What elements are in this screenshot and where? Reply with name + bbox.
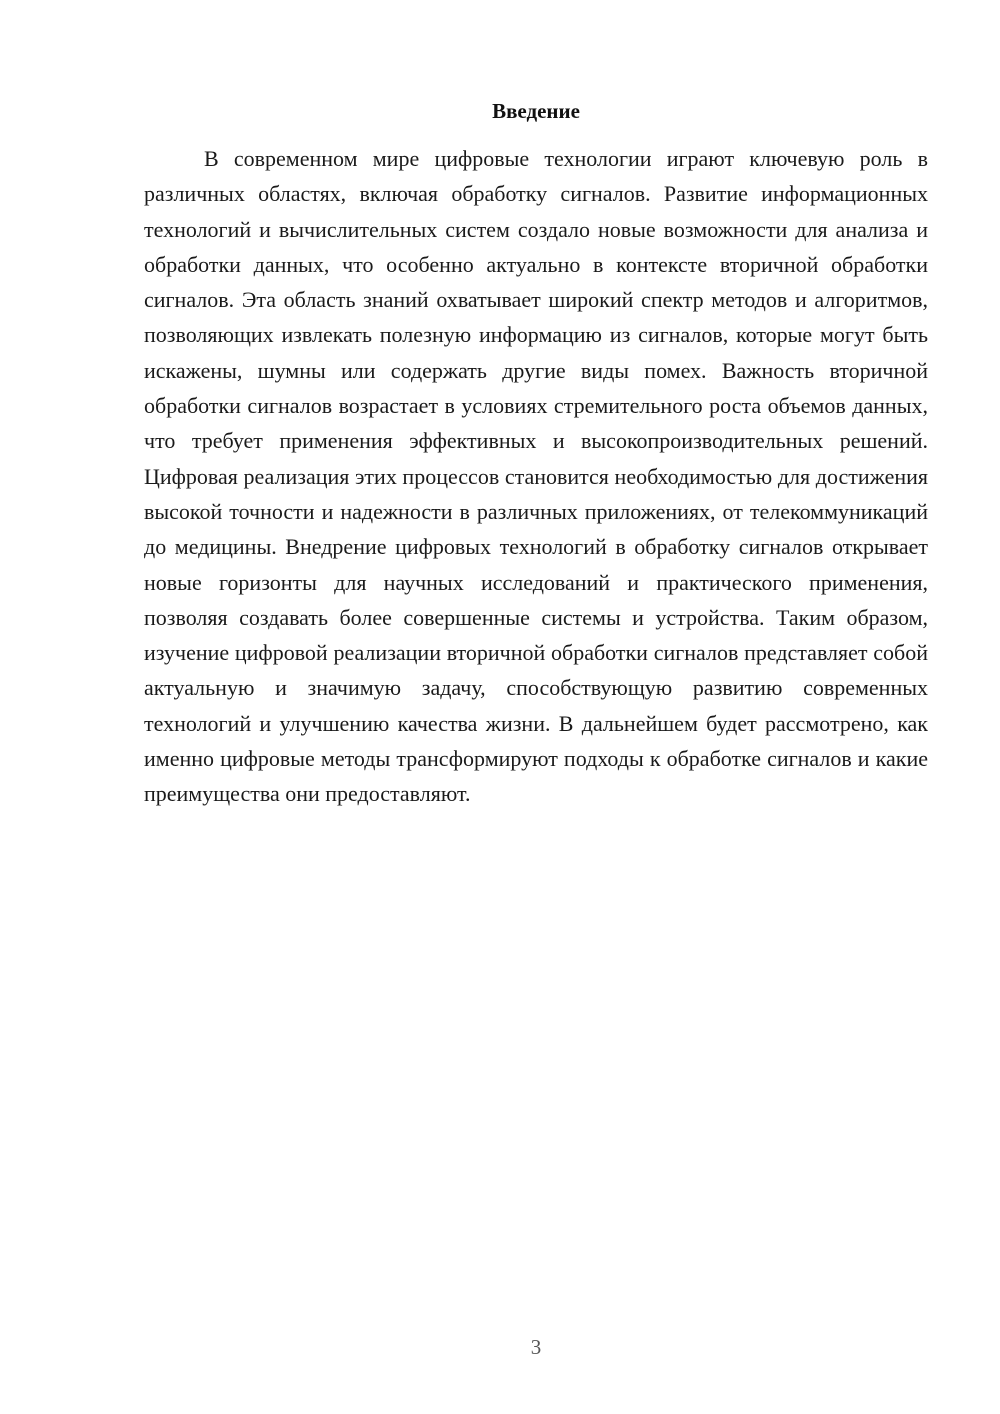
body-paragraph: В современном мире цифровые технологии играют ключевую роль в различных областях, включая обработку сигналов. Развитие информационных технологий и вычислительных систем создало новые возможности для анализа и обработки данных, что особенно актуально в контексте вторичной обработки сигналов. Эта область знаний охватывает широкий спектр методов и алгоритмов, позволяющих извлекать полезную информацию из сигналов, которые могут быть искажены, шумны или содержать другие виды помех. Важность вторичной обработки сигналов возрастает в условиях стремительного роста объемов данных, что требует применения эффективных и высокопроизводительных решений. Цифровая реализация этих процессов становится необходимостью для достижения высокой точности и надежности в различных приложениях, от телекоммуникаций до медицины. Внедрение цифровых технологий в обработку сигналов открывает новые горизонты для научных исследований и практического применения, позволяя создавать более совершенные системы и устройства. Таким образом, изучение цифровой реализации вторичной обработки сигналов представляет собой актуальную и значимую задачу, способствующую развитию современных технологий и улучшению качества жизни. В дальнейшем будет рассмотрено, как именно цифровые методы трансформируют подходы к обработке сигналов и какие преимущества они предоставляют.: [144, 146, 928, 807]
section-heading: Введение: [492, 99, 580, 123]
page-number: 3: [530, 1335, 542, 1359]
